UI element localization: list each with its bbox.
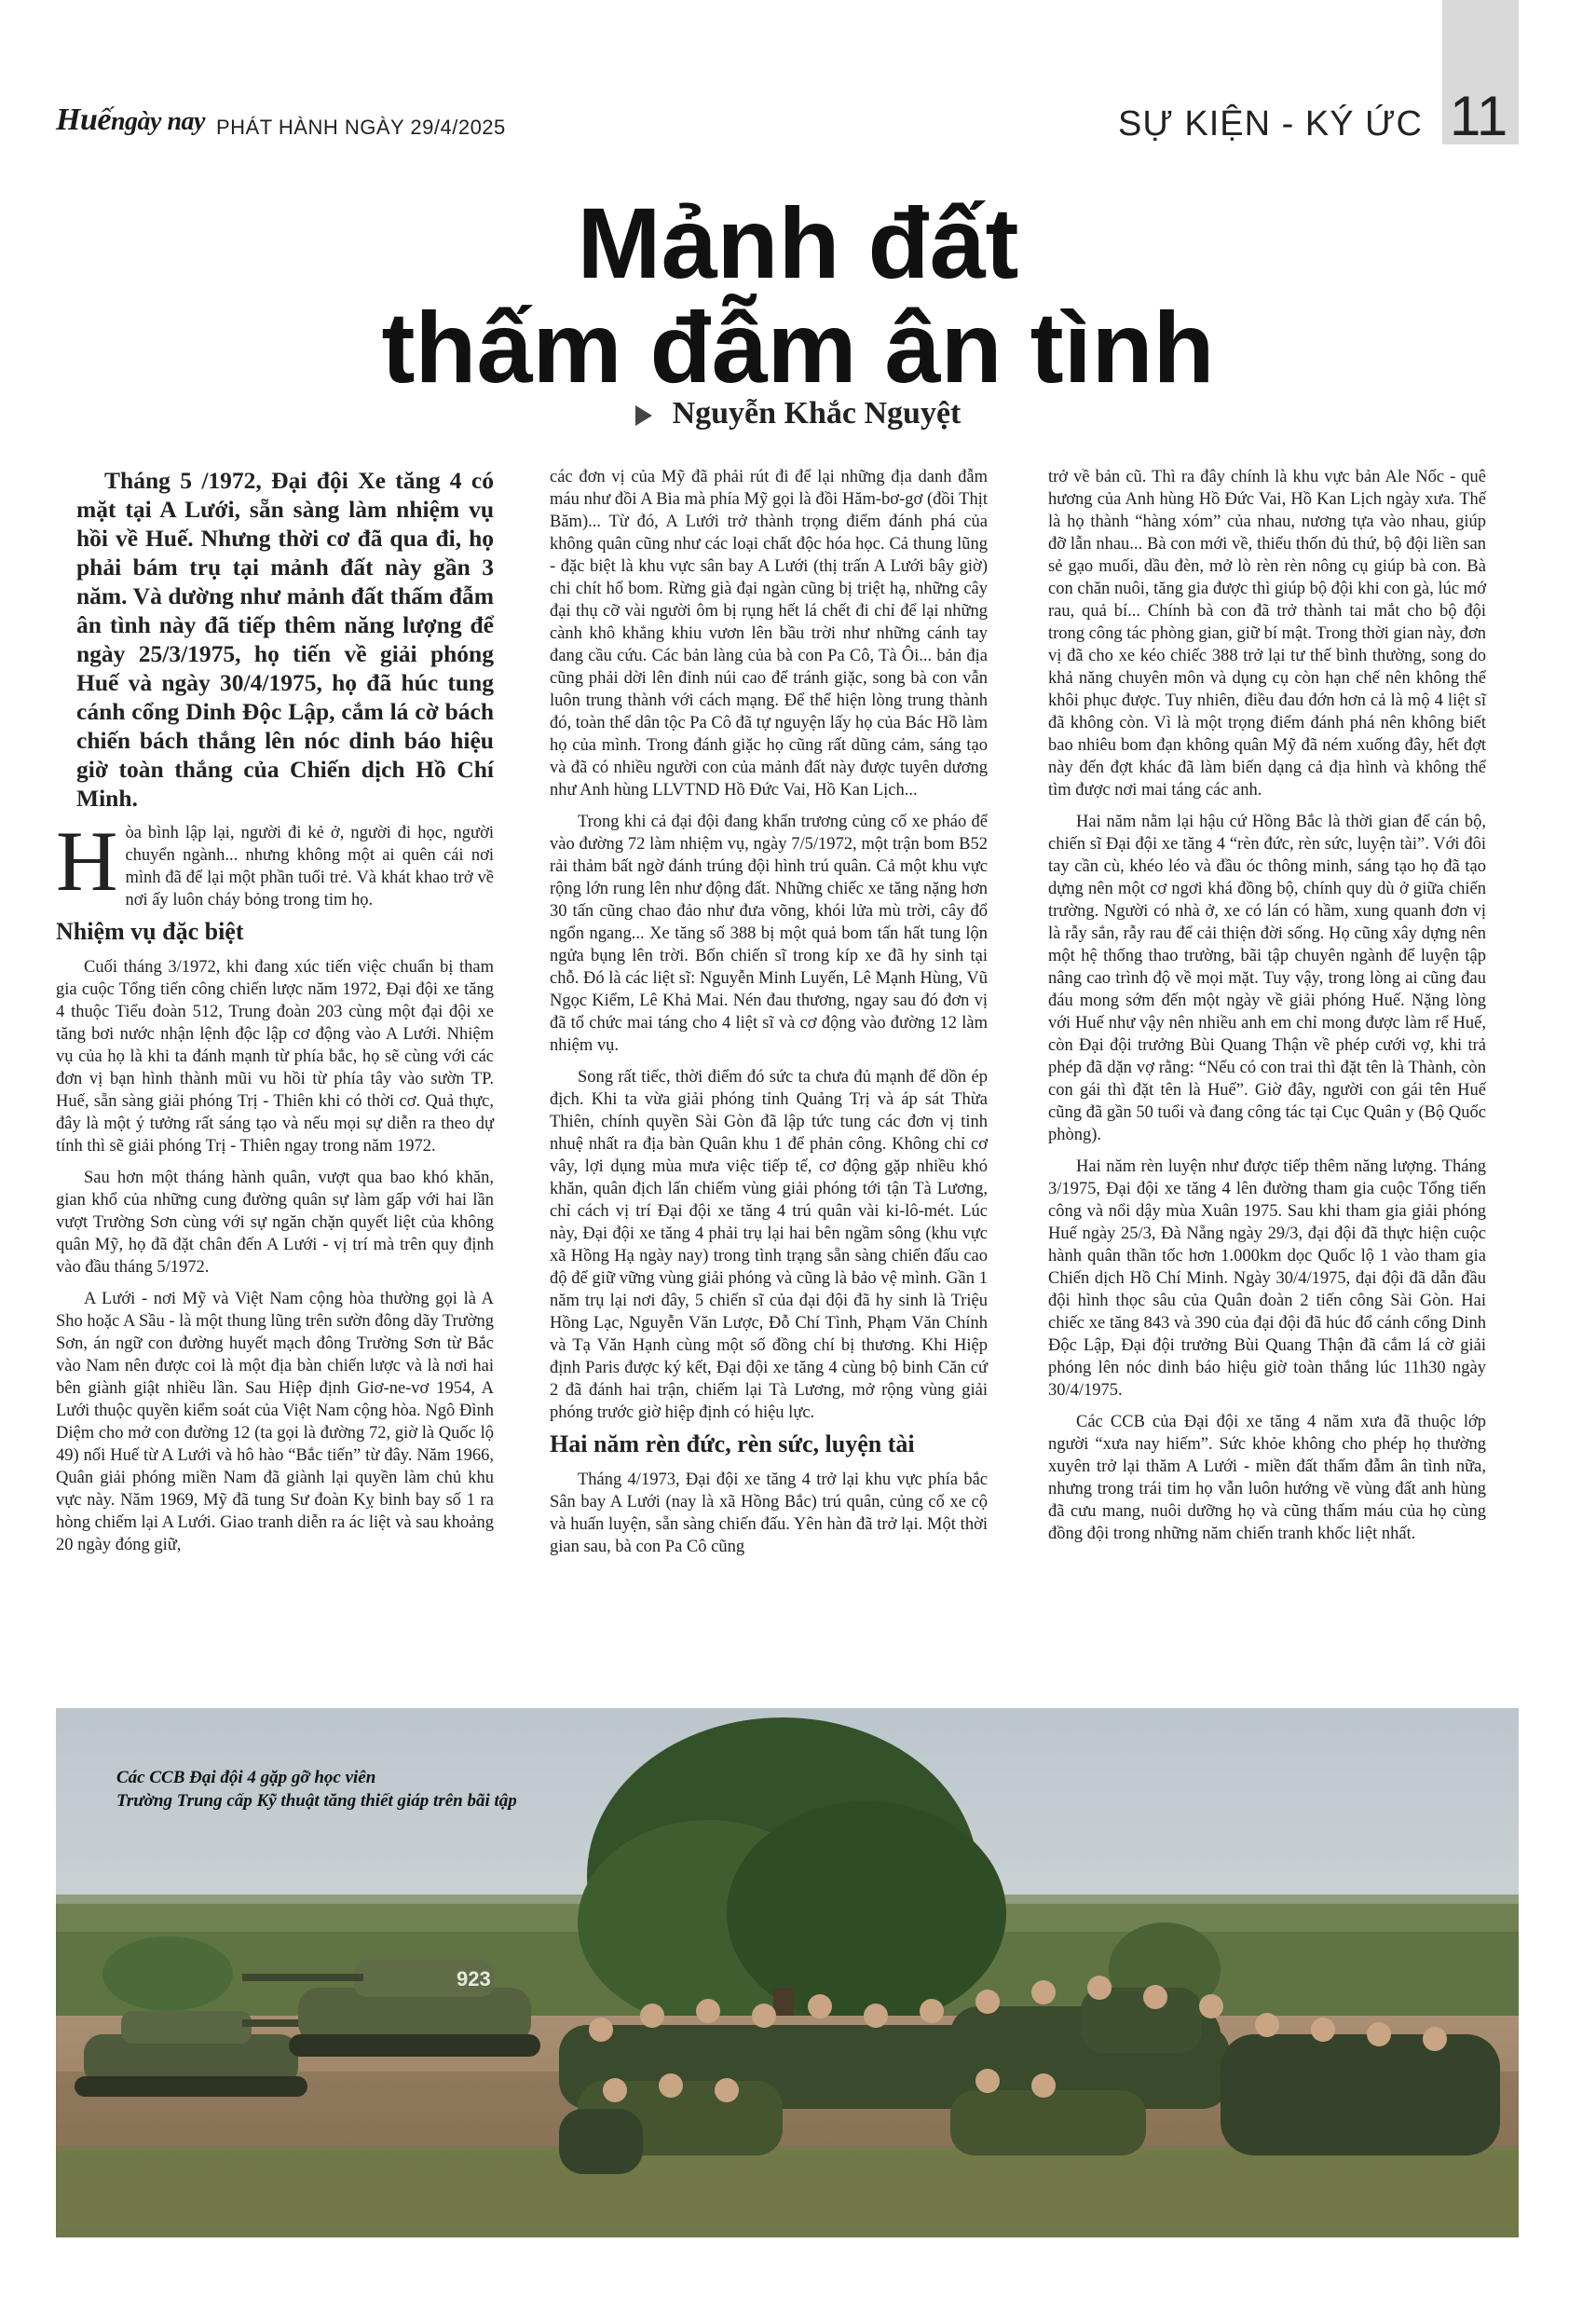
play-triangle-icon <box>635 405 652 426</box>
body-paragraph: A Lưới - nơi Mỹ và Việt Nam cộng hòa thường gọi là A Sho hoặc A Sầu - là một thung lũng trên sườn đông dãy Trường Sơn, án ngữ con đường huyết mạch đông Trường Sơn từ Bắc vào Nam nên được coi là một địa bàn chiến lược và là nơi hai bên giành giật nhiều lần. Sau Hiệp định Giơ-ne-vơ 1954, A Lưới thuộc quyền kiểm soát của Việt Nam cộng hòa. Ngô Đình Diệm cho mở con đường 12 (ta gọi là đường 72, giờ là Quốc lộ 49) nối Huế từ A Lưới và hô hào “Bắc tiến” từ đây. Năm 1966, Quân giải phóng miền Nam đã giành lại quyền làm chủ khu vực này. Năm 1969, Mỹ đã tung Sư đoàn Kỵ binh bay số 1 ra hòng chiếm lại A Lưới. Giao tranh diễn ra ác liệt và sau khoảng 20 ngày đóng giữ, <box>56 1290 494 1554</box>
intro-text: òa bình lập lại, người đi kẻ ở, người đi học, người chuyển ngành... nhưng không một ai quên cái nơi mình đã để lại một phần tuổi trẻ. Và khát khao trở về nơi ấy luôn cháy bỏng trong tim họ. <box>125 824 494 910</box>
byline <box>0 396 1596 431</box>
brand-hue: Huế <box>56 103 111 137</box>
intro-paragraph <box>56 814 494 911</box>
body-paragraph: Các CCB của Đại đội xe tăng 4 năm xưa đã thuộc lớp người “xưa nay hiếm”. Sức khỏe không cho phép họ thường xuyên trở lại thăm A Lưới - miền đất thấm đẫm ân tình nữa, nhưng trong trái tim họ vẫn luôn hướng về vùng đất anh hùng đã cưu mang, nuôi dưỡng họ và cũng thấm máu của họ cùng đồng đội trong những năm chiến tranh khốc liệt nhất. <box>1048 1413 1486 1543</box>
article-title <box>0 186 1596 404</box>
body-paragraph: Trong khi cả đại đội đang khẩn trương củng cố xe pháo để vào đường 72 làm nhiệm vụ, ngày 7/5/1972, một trận bom B52 rải thảm bất ngờ đánh trúng đội hình trú quân. Cả một khu vực rộng lớn rung lên như động đất. Những chiếc xe tăng nặng hơn 30 tấn cũng chao đảo như đưa võng, khói lửa mù trời, cây đổ ngổn ngang... Xe tăng số 388 bị một quả bom tấn hất tung lộn ngửa bụng lên trời. Bốn chiến sĩ trong kíp xe đã hy sinh tại chỗ. Đó là các liệt sĩ: Nguyễn Minh Luyến, Lê Mạnh Hùng, Vũ Ngọc Kiểm, Lê Khả Mai. Nén đau thương, ngay sau đó đơn vị đã tổ chức mai táng cho 4 liệt sĩ và cơ động vào đường 12 làm nhiệm vụ. <box>550 813 988 1055</box>
masthead-logo <box>56 103 205 138</box>
body-paragraph: Sau hơn một tháng hành quân, vượt qua bao khó khăn, gian khổ của những cung đường quân sự làm gấp với hai lần vượt Trường Sơn cùng với sự ngăn chặn quyết liệt của không quân Mỹ, họ đã đặt chân đến A Lưới - vị trí mà trên quy định vào đầu tháng 5/1972. <box>56 1169 494 1277</box>
brand-ngaynay: ngày nay <box>110 107 205 136</box>
title-line-1: Mảnh đất <box>577 186 1019 299</box>
page-header <box>56 103 1537 158</box>
title-line-2: thấm đẫm ân tình <box>381 291 1215 404</box>
photo-caption <box>116 1766 517 1813</box>
subheading-1: Nhiệm vụ đặc biệt <box>56 918 244 945</box>
column-1 <box>56 466 494 1566</box>
column-2 <box>550 466 988 1567</box>
body-paragraph: Hai năm rèn luyện như được tiếp thêm năng lượng. Tháng 3/1975, Đại đội xe tăng 4 lên đường tham gia cuộc Tổng tiến công và nổi dậy mùa Xuân 1975. Sau khi tham gia giải phóng Huế ngày 25/3, Đà Nẵng ngày 29/3, đại đội đã thực hiện cuộc hành quân thần tốc hơn 1.000km dọc Quốc lộ 1 vào tham gia Chiến dịch Hồ Chí Minh. Ngày 30/4/1975, đại đội đã dẫn đầu đội hình thọc sâu của Quân đoàn 2 tiến công Sài Gòn. Hai chiếc xe tăng 843 và 390 của đại đội đã húc đổ cánh cổng Dinh Độc Lập, Đại đội trưởng Bùi Quang Thận đã cắm lá cờ giải phóng lên nóc dinh báo hiệu giờ toàn thắng lúc 11h30 ngày 30/4/1975. <box>1048 1157 1486 1400</box>
body-paragraph: trở về bản cũ. Thì ra đây chính là khu vực bản Ale Nốc - quê hương của Anh hùng Hồ Đức Vai, Hồ Kan Lịch ngày xưa. Thế là họ thành “hàng xóm” của nhau, nương tựa vào nhau, giúp đỡ lẫn nhau... Bà con mới về, thiếu thốn đủ thứ, bộ đội liền san sẻ gạo muối, dầu đèn, mở lò rèn rèn nông cụ giúp bà con. Bà con chăn nuôi, tăng gia được thì giúp bộ đội khi con gà, lúc mớ rau, quả bí... Chính bà con đã trở thành tai mắt cho bộ đội trong công tác phòng gian, giữ bí mật. Trong thời gian này, đơn vị đã cho xe kéo chiếc 388 trở lại tư thế bình thường, song do khả năng chuyên môn và dụng cụ còn hạn chế nên không thể khôi phục được. Tuy nhiên, điều đau đớn hơn cả là mộ 4 liệt sĩ đã không còn. Vì là một trọng điểm đánh phá nên không biết bao nhiêu bom đạn không quân Mỹ đã ném xuống đây, hết đợt này đến đợt khác đã làm biến dạng cả địa hình và không thể tìm được nơi mai táng các anh. <box>1048 468 1486 800</box>
column-3 <box>1048 466 1486 1554</box>
caption-line-1: Các CCB Đại đội 4 gặp gỡ học viên <box>116 1768 376 1787</box>
drop-cap: H <box>56 814 118 909</box>
section-name: SỰ KIỆN - KÝ ỨC <box>1118 104 1423 144</box>
body-paragraph: Hai năm nằm lại hậu cứ Hồng Bắc là thời gian để cán bộ, chiến sĩ Đại đội xe tăng 4 “rèn đức, rèn sức, luyện tài”. Với đôi tay cần cù, khéo léo và đầu óc thông minh, sáng tạo họ đã tạo dựng nên một cơ ngơi khá đồng bộ, chính quy dù ở giữa chiến trường. Người có nhà ở, xe có lán có hầm, xung quanh đơn vị là rẫy sắn, rẫy rau để cải thiện đời sống. Họ cũng xây dựng nên một hệ thống thao trường, bãi tập chuyên ngành để luyện tập nâng cao trình độ về mọi mặt. Tuy vậy, trong lòng ai cũng đau đáu mong sớm đến một ngày về giải phóng Huế. Nặng lòng với Huế như vậy nên nhiều anh em chỉ mong được làm rể Huế, còn Đại đội trưởng Bùi Quang Thận về phép cưới vợ, khi trả phép đã dặn vợ rằng: “Nếu có con trai thì đặt tên là Thành, còn con gái thì đặt tên là Huế”. Giờ đây, người con gái tên Huế cũng đã gần 50 tuổi và đang công tác tại Cục Quân y (Bộ Quốc phòng). <box>1048 813 1486 1144</box>
body-paragraph: Tháng 4/1973, Đại đội xe tăng 4 trở lại khu vực phía bắc Sân bay A Lưới (nay là xã Hồng Bắc) trú quân, củng cố xe cộ và huấn luyện, sẵn sàng chiến đấu. Yên hàn đã trở lại. Một thời gian sau, bà con Pa Cô cũng <box>550 1471 988 1556</box>
release-date: PHÁT HÀNH NGÀY 29/4/2025 <box>216 116 506 139</box>
tank-number: 923 <box>457 1967 491 1991</box>
body-paragraph: Cuối tháng 3/1972, khi đang xúc tiến việc chuẩn bị tham gia cuộc Tổng tiến công chiến lược năm 1972, Đại đội xe tăng 4 thuộc Tiểu đoàn 512, Trung đoàn 203 cùng một đại đội xe tăng bơi nước nhận lệnh độc lập cơ động vào A Lưới. Nhiệm vụ của họ là khi ta đánh mạnh từ phía bắc, họ sẽ cùng với các đơn vị bạn hình thành mũi vu hồi từ phía tây vào sườn TP. Huế, sẵn sàng giải phóng Trị - Thiên khi có thời cơ. Quả thực, đây là một ý tưởng rất sáng tạo và nếu mọi sự diễn ra theo dự tính thì sẽ giải phóng Trị - Thiên ngay trong năm 1972. <box>56 958 494 1156</box>
body-paragraph: Song rất tiếc, thời điểm đó sức ta chưa đủ mạnh để dồn ép địch. Khi ta vừa giải phóng tỉnh Quảng Trị và áp sát Thừa Thiên, chính quyền Sài Gòn đã lập tức tung các đơn vị tinh nhuệ nhất ra địa bàn Quân khu 1 để phản công. Không chỉ cơ vây, lợi dụng mùa mưa việc tiếp tế, cơ động gặp nhiều khó khăn, quân địch lấn chiếm vùng giải phóng tới tận Tà Lương, chỉ cách vị trí Đại đội xe tăng 4 trú quân vài ki-lô-mét. Lúc này, Đại đội xe tăng 4 phải trụ lại hai bên ngầm sông (khu vực xã Hồng Hạ ngày nay) trong tình trạng sẵn sàng chiến đấu cao độ để giữ vững vùng giải phóng và cũng là bảo vệ mình. Gần 1 năm trụ lại nơi đây, 5 chiến sĩ của đại đội đã hy sinh là Triệu Hồng Lạc, Nguyễn Văn Lược, Đỗ Chí Tình, Phạm Văn Chính và Tạ Văn Hạnh cùng một số đồng chí bị thương. Khi Hiệp định Paris được ký kết, Đại đội xe tăng 4 cùng bộ binh Căn cứ 2 đã đánh hai trận, chiếm lại Tà Lương, mở rộng vùng giải phóng trước giờ hiệp định có hiệu lực. <box>550 1068 988 1422</box>
page-number: 11 <box>1450 85 1508 147</box>
body-paragraph: các đơn vị của Mỹ đã phải rút đi để lại những địa danh đẫm máu như đồi A Bia mà phía Mỹ gọi là đồi Hăm-bơ-gơ (đồi Thịt Băm)... Từ đó, A Lưới trở thành trọng điểm đánh phá của không quân cũng như các loại chất độc hóa học. Cả thung lũng - đặc biệt là khu vực sân bay A Lưới (thị trấn A Lưới bây giờ) chi chít hố bom. Rừng già đại ngàn cũng bị triệt hạ, những cây đại thụ cỡ vài người ôm bị rụng hết lá chết đi chỉ để lại những cành khô khẳng khiu vươn lên bầu trời như những cánh tay đang cầu cứu. Các bản làng của bà con Pa Cô, Tà Ôi... bản địa cũng phải dời lên đỉnh núi cao để tránh giặc, song bà con vẫn luôn trung thành với cách mạng. Để thể hiện lòng trung thành đó, toàn thể dân tộc Pa Cô đã tự nguyện lấy họ của Bác Hồ làm họ của mình. Trong đánh giặc họ cũng rất dũng cảm, sáng tạo và đã có nhiều người con của mảnh đất này được tuyên dương như Anh hùng LLVTND Hồ Đức Vai, Hồ Kan Lịch... <box>550 468 988 800</box>
lead-paragraph: Tháng 5 /1972, Đại đội Xe tăng 4 có mặt tại A Lưới, sẵn sàng làm nhiệm vụ hồi về Huế. Nhưng thời cơ đã qua đi, họ phải bám trụ tại mảnh đất này gần 3 năm. Và dường như mảnh đất thấm đẫm ân tình này đã tiếp thêm năng lượng để ngày 25/3/1975, họ tiến về giải phóng Huế và ngày 30/4/1975, họ đã húc tung cánh cổng Dinh Độc Lập, cắm lá cờ bách chiến bách thắng lên nóc dinh báo hiệu giờ toàn thắng của Chiến dịch Hồ Chí Minh. <box>76 467 494 812</box>
caption-line-2: Trường Trung cấp Kỹ thuật tăng thiết giáp trên bãi tập <box>116 1791 517 1811</box>
subheading-2: Hai năm rèn đức, rèn sức, luyện tài <box>550 1430 915 1457</box>
author-name: Nguyễn Khắc Nguyệt <box>672 396 962 431</box>
